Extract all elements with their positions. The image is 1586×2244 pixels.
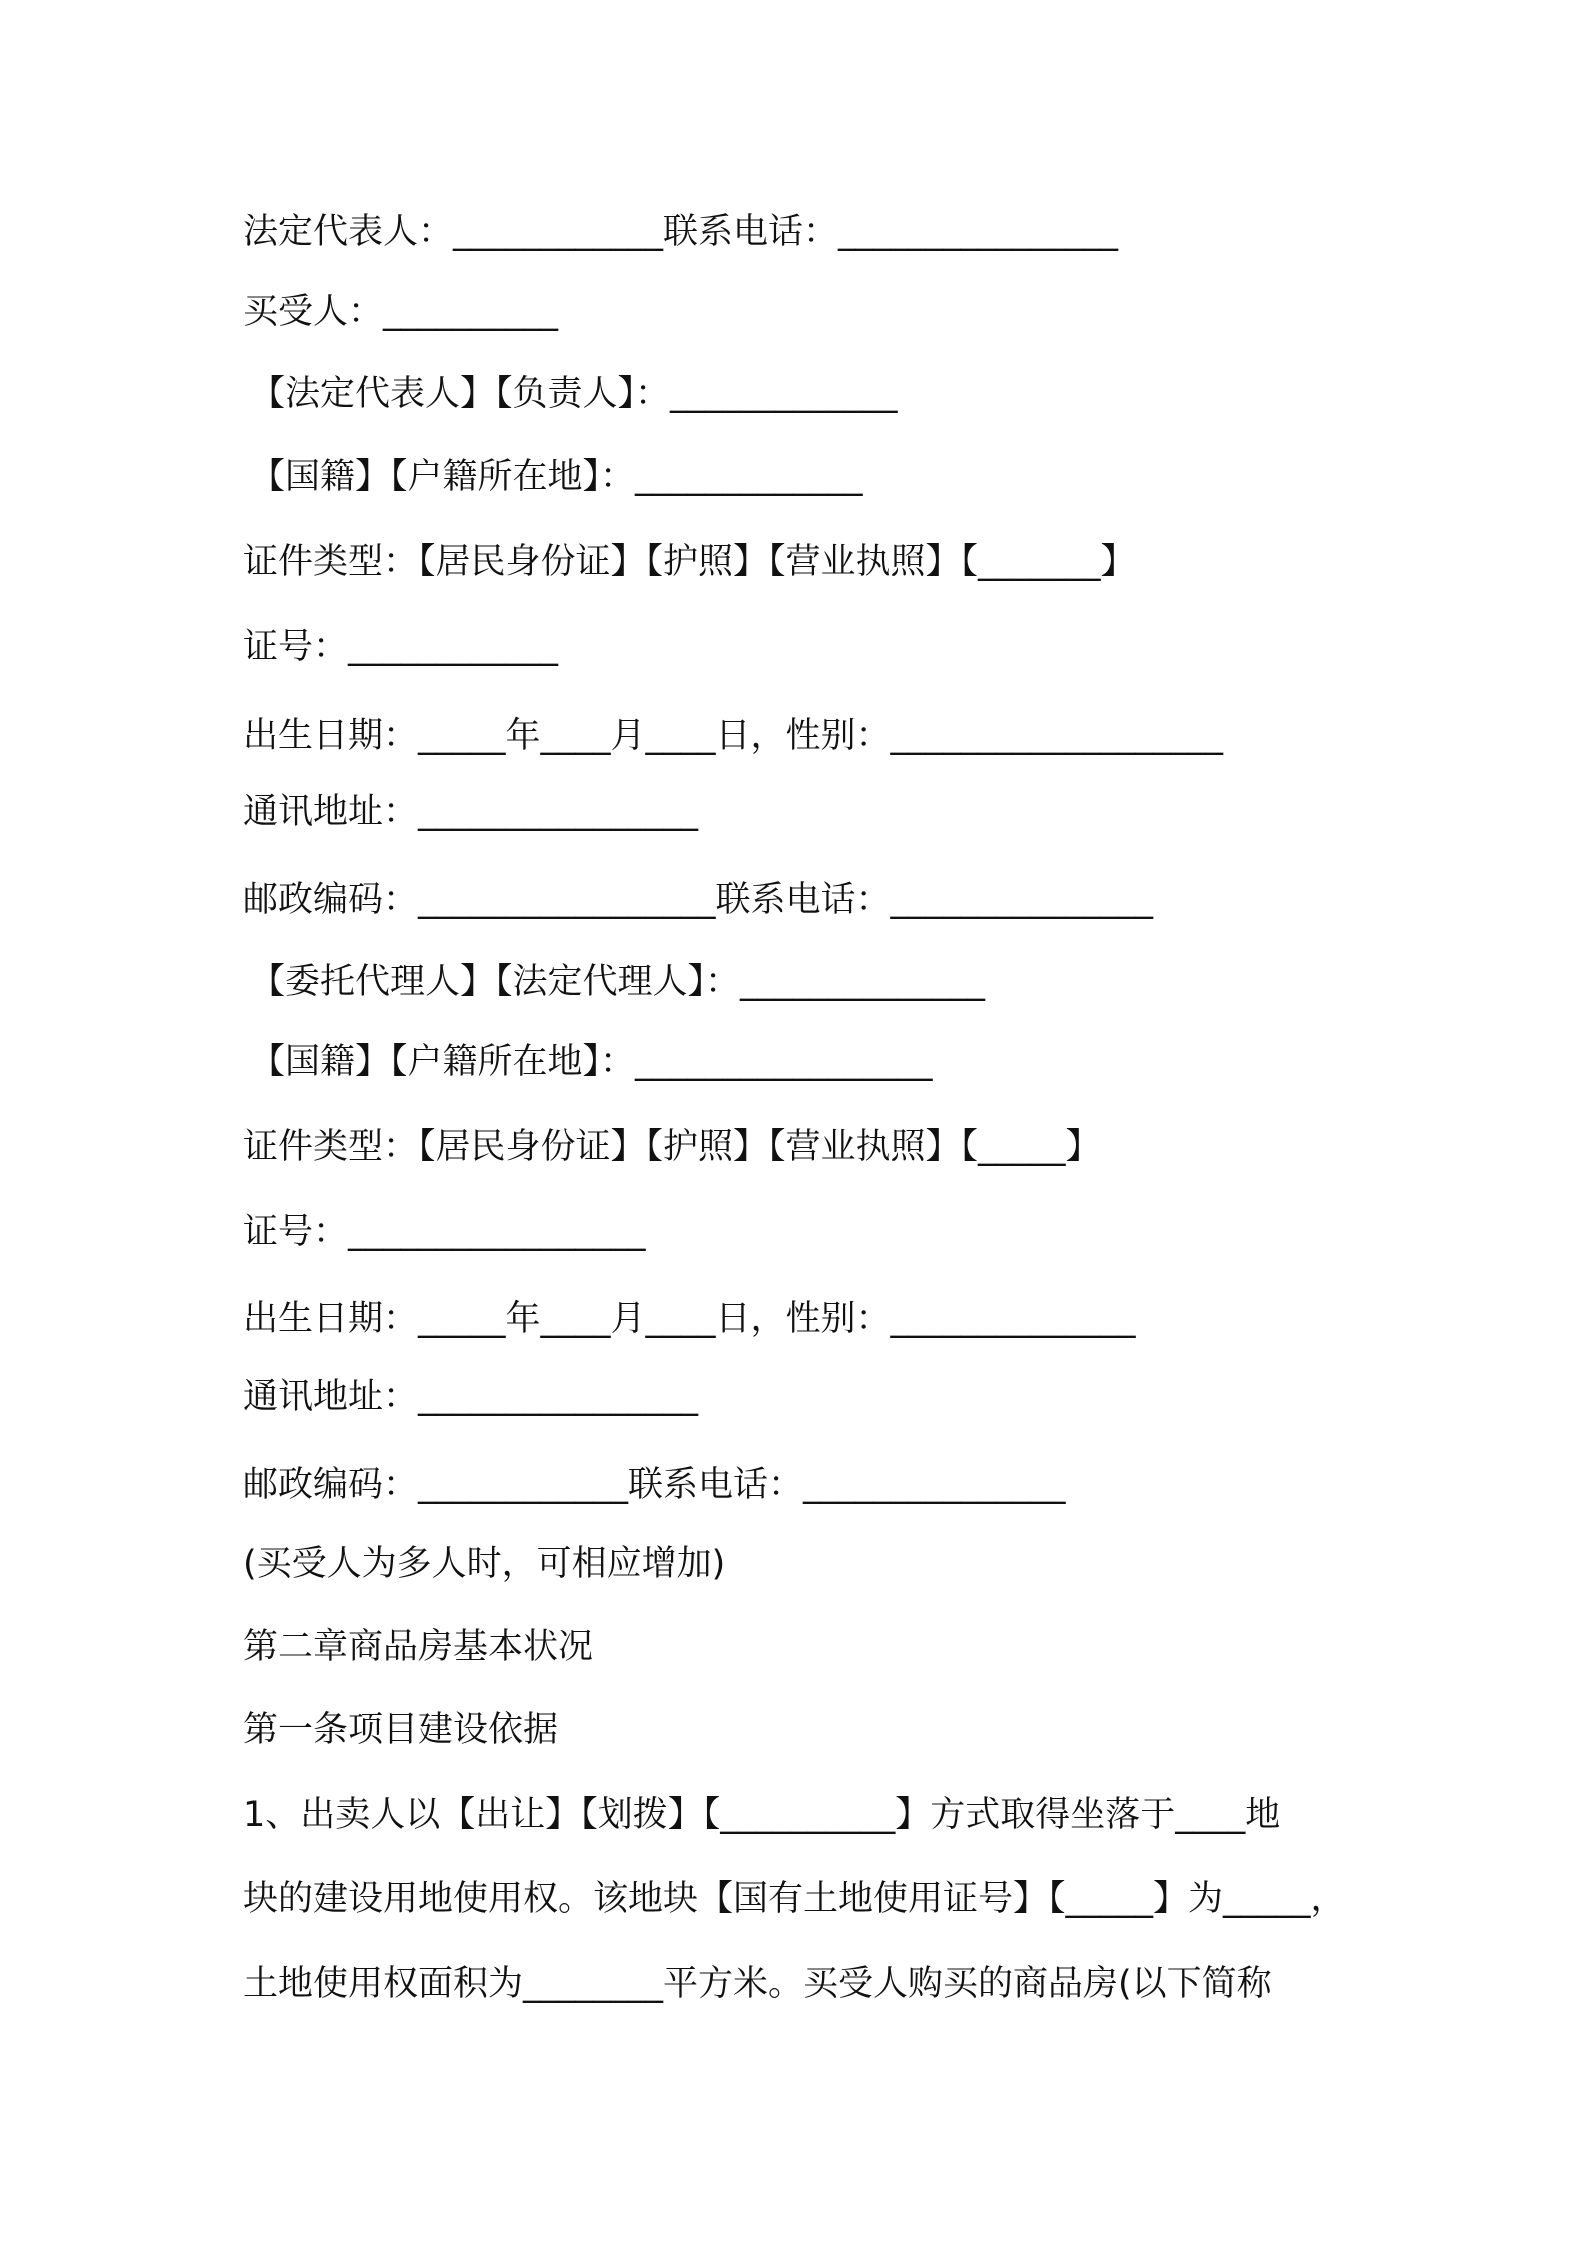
buyer-id-number-line: 证号：____________ [243,627,559,667]
agent-address-line: 通讯地址：________________ [243,1377,699,1417]
buyer-address-line: 通讯地址：________________ [243,792,699,832]
buyer-nationality-line: 【国籍】【户籍所在地】：_____________ [250,457,863,497]
agent-nationality-line: 【国籍】【户籍所在地】：_________________ [250,1042,933,1082]
buyer-postcode-line: 邮政编码：_________________联系电话：_______________ [243,880,1154,920]
article-heading: 第一条项目建设依据 [243,1710,559,1750]
clause-paragraph-line-3: 土地使用权面积为________平方米。买受人购买的商品房(以下简称 [243,1964,1272,2004]
chapter-heading: 第二章商品房基本状况 [243,1627,594,1667]
buyer-line: 买受人：__________ [243,292,559,332]
buyer-birthdate-line: 出生日期：_____年____月____日，性别：___________________ [243,716,1224,756]
agent-line: 【委托代理人】【法定代理人】：______________ [250,962,986,1002]
multiple-buyers-note: (买受人为多人时，可相应增加) [243,1544,726,1584]
agent-birthdate-line: 出生日期：_____年____月____日，性别：______________ [243,1299,1136,1339]
agent-id-number-line: 证号：_________________ [243,1212,646,1252]
agent-id-type-line: 证件类型：【居民身份证】【护照】【营业执照】【_____】 [243,1127,1101,1167]
agent-postcode-line: 邮政编码：____________联系电话：_______________ [243,1465,1066,1505]
clause-paragraph-line-2: 块的建设用地使用权。该地块【国有土地使用证号】【_____】为_____， [243,1879,1346,1919]
buyer-legal-rep-line: 【法定代表人】【负责人】：_____________ [250,374,898,414]
seller-legal-rep-line: 法定代表人：____________联系电话：________________ [243,212,1119,252]
clause-paragraph-line-1: 1、出卖人以【出让】【划拨】【__________】方式取得坐落于____地 [243,1795,1281,1835]
buyer-id-type-line: 证件类型：【居民身份证】【护照】【营业执照】【_______】 [243,542,1136,582]
